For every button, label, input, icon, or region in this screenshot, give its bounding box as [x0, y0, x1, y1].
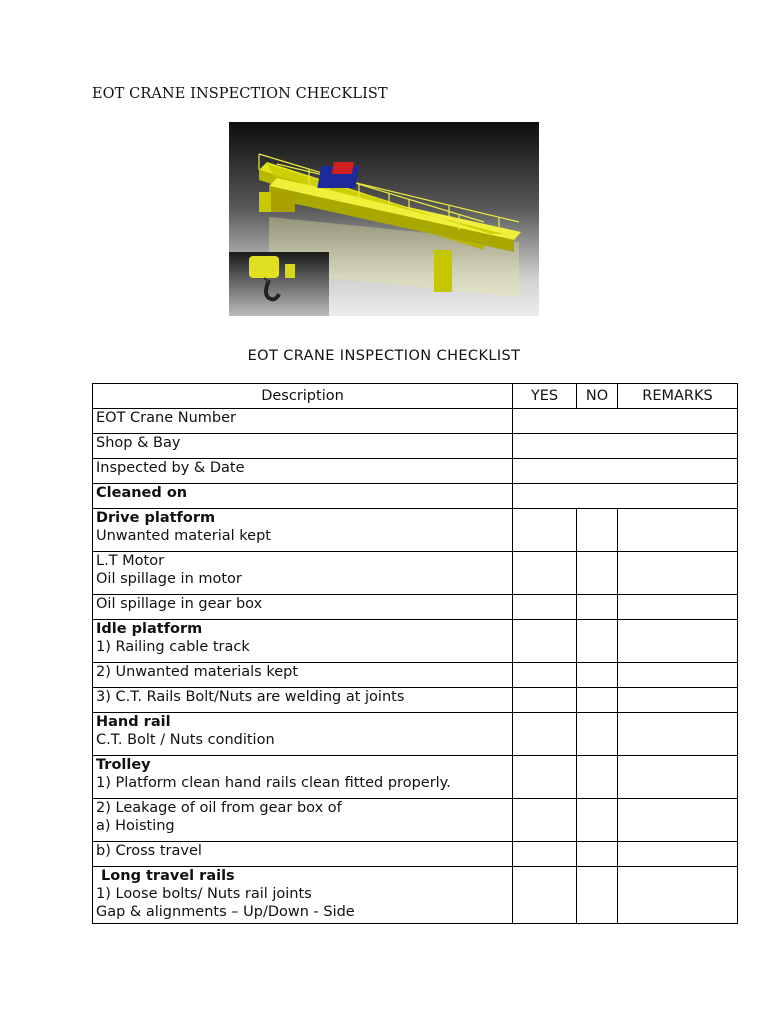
check-title: Idle platform [96, 621, 203, 637]
remarks-cell[interactable] [618, 552, 738, 595]
check-description [93, 713, 513, 756]
table-title: EOT CRANE INSPECTION CHECKLIST [247, 348, 521, 364]
check-line: 2) Leakage of oil from gear box of [96, 800, 342, 816]
check-row [93, 663, 738, 688]
remarks-cell[interactable] [618, 509, 738, 552]
header-remarks: REMARKS [618, 384, 738, 409]
yes-cell[interactable] [513, 663, 577, 688]
no-cell[interactable] [577, 552, 618, 595]
remarks-cell[interactable] [618, 595, 738, 620]
yes-cell[interactable] [513, 509, 577, 552]
check-row [93, 552, 738, 595]
remarks-cell[interactable] [618, 867, 738, 924]
check-line: 2) Unwanted materials kept [96, 664, 299, 680]
check-title: Hand rail [96, 714, 171, 730]
remarks-cell[interactable] [618, 713, 738, 756]
no-cell[interactable] [577, 620, 618, 663]
header-yes: YES [513, 384, 577, 409]
check-description [93, 620, 513, 663]
yes-cell[interactable] [513, 713, 577, 756]
yes-cell[interactable] [513, 799, 577, 842]
info-row [93, 434, 738, 459]
info-row [93, 409, 738, 434]
check-title: Trolley [96, 757, 151, 773]
eot-crane-illustration [229, 122, 539, 316]
check-row [93, 595, 738, 620]
no-cell[interactable] [577, 842, 618, 867]
yes-cell[interactable] [513, 688, 577, 713]
check-description [93, 842, 513, 867]
check-description [93, 663, 513, 688]
check-line: Oil spillage in motor [96, 571, 242, 587]
check-line: C.T. Bolt / Nuts condition [96, 732, 275, 748]
check-title: Drive platform [96, 510, 216, 526]
remarks-cell[interactable] [618, 620, 738, 663]
check-description [93, 756, 513, 799]
yes-cell[interactable] [513, 867, 577, 924]
no-cell[interactable] [577, 509, 618, 552]
check-row [93, 867, 738, 924]
yes-cell[interactable] [513, 595, 577, 620]
header-description: Description [93, 384, 513, 409]
check-line: Oil spillage in gear box [96, 596, 263, 612]
info-label: EOT Crane Number [93, 409, 513, 434]
no-cell[interactable] [577, 867, 618, 924]
no-cell[interactable] [577, 799, 618, 842]
check-row [93, 799, 738, 842]
info-label: Cleaned on [93, 484, 513, 509]
remarks-cell[interactable] [618, 842, 738, 867]
check-row [93, 688, 738, 713]
check-title: Long travel rails [96, 868, 235, 884]
check-line: 1) Railing cable track [96, 639, 250, 655]
check-line: b) Cross travel [96, 843, 202, 859]
info-label: Inspected by & Date [93, 459, 513, 484]
yes-cell[interactable] [513, 552, 577, 595]
check-description [93, 688, 513, 713]
check-description [93, 799, 513, 842]
check-description [93, 595, 513, 620]
yes-cell[interactable] [513, 620, 577, 663]
check-line: Gap & alignments – Up/Down - Side [96, 904, 355, 920]
no-cell[interactable] [577, 688, 618, 713]
check-line: 1) Loose bolts/ Nuts rail joints [96, 886, 312, 902]
no-cell[interactable] [577, 713, 618, 756]
no-cell[interactable] [577, 663, 618, 688]
check-row [93, 756, 738, 799]
remarks-cell[interactable] [618, 663, 738, 688]
info-value-cell[interactable] [513, 484, 738, 509]
info-value-cell[interactable] [513, 409, 738, 434]
check-line: a) Hoisting [96, 818, 175, 834]
header-no: NO [577, 384, 618, 409]
info-row [93, 459, 738, 484]
inspection-checklist-table [92, 383, 738, 924]
yes-cell[interactable] [513, 756, 577, 799]
check-row [93, 509, 738, 552]
check-description [93, 552, 513, 595]
table-header-row [93, 384, 738, 409]
remarks-cell[interactable] [618, 799, 738, 842]
yes-cell[interactable] [513, 842, 577, 867]
remarks-cell[interactable] [618, 756, 738, 799]
check-line: L.T Motor [96, 553, 165, 569]
document-heading: EOT CRANE INSPECTION CHECKLIST [92, 86, 388, 102]
info-value-cell[interactable] [513, 459, 738, 484]
check-row [93, 620, 738, 663]
check-description [93, 509, 513, 552]
check-line: Unwanted material kept [96, 528, 271, 544]
info-row [93, 484, 738, 509]
check-line: 3) C.T. Rails Bolt/Nuts are welding at joints [96, 689, 405, 705]
check-row [93, 842, 738, 867]
check-row [93, 713, 738, 756]
check-description [93, 867, 513, 924]
info-value-cell[interactable] [513, 434, 738, 459]
remarks-cell[interactable] [618, 688, 738, 713]
no-cell[interactable] [577, 756, 618, 799]
check-line: 1) Platform clean hand rails clean fitted properly. [96, 775, 451, 791]
no-cell[interactable] [577, 595, 618, 620]
info-label: Shop & Bay [93, 434, 513, 459]
